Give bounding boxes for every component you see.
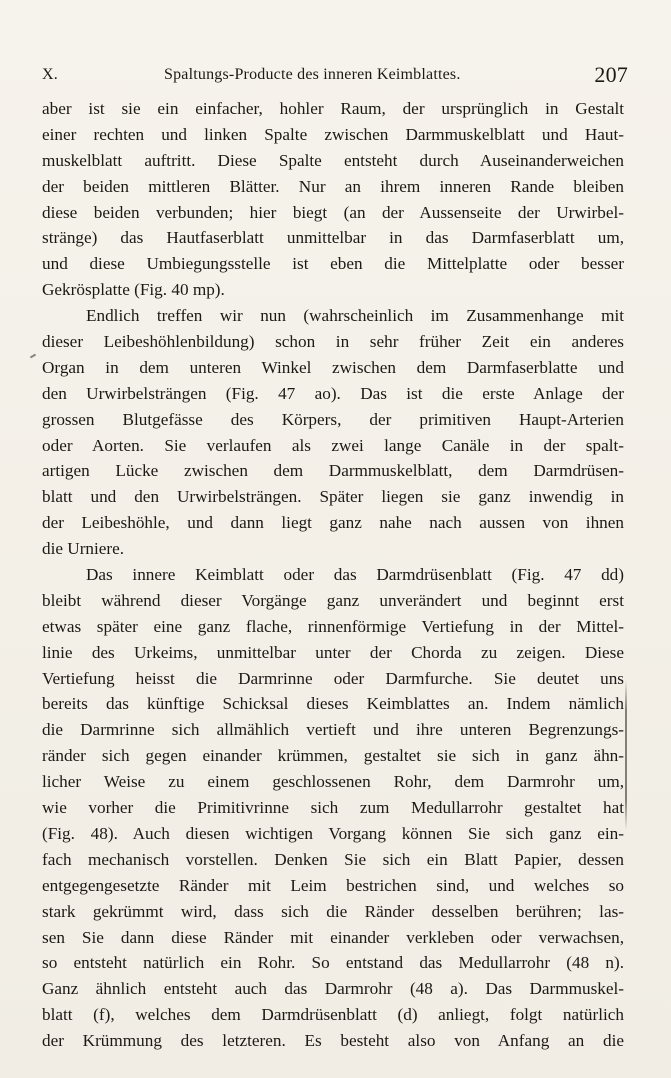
text-line: Vertiefung heisst die Darmrinne oder Darmfurche. Sie deutet uns — [42, 668, 624, 688]
body-text — [42, 96, 624, 1054]
text-line: bereits das künftige Schicksal dieses Keimblattes an. Indem nämlich — [42, 694, 624, 714]
text-line: einer rechten und linken Spalte zwischen Darmmuskelblatt und Haut- — [42, 124, 624, 144]
text-line: muskelblatt auftritt. Diese Spalte entsteht durch Auseinanderweichen — [42, 150, 624, 170]
text-line: Gekrösplatte (Fig. 40 mp). — [42, 280, 225, 300]
text-line: Das innere Keimblatt oder das Darmdrüsenblatt (Fig. 47 dd) — [86, 565, 624, 585]
text-line: entgegengesetzte Ränder mit Leim bestrichen sind, und welches so — [42, 875, 624, 895]
text-line: stark gekrümmt wird, dass sich die Ränder desselben berühren; las- — [42, 901, 624, 921]
text-line: der beiden mittleren Blätter. Nur an ihrem inneren Rande bleiben — [42, 176, 624, 196]
text-line: bleibt während dieser Vorgänge ganz unverändert und beginnt erst — [42, 590, 624, 610]
running-title: Spaltungs-Producte des inneren Keimblattes. — [164, 66, 461, 83]
text-line: sen Sie dann diese Ränder mit einander verkleben oder verwachsen, — [42, 927, 624, 947]
text-line: Ganz ähnlich entsteht auch das Darmrohr (48 a). Das Darmmuskel- — [42, 979, 624, 999]
text-line: grossen Blutgefässe des Körpers, der primitiven Haupt-Arterien — [42, 409, 624, 429]
chapter-number: X. — [42, 66, 58, 83]
text-line: diese beiden verbunden; hier biegt (an der Aussenseite der Urwirbel- — [42, 202, 624, 222]
text-line: (Fig. 48). Auch diesen wichtigen Vorgang können Sie sich ganz ein- — [42, 823, 624, 843]
text-line: stränge) das Hautfaserblatt unmittelbar in das Darmfaserblatt um, — [42, 228, 624, 248]
text-line: licher Weise zu einem geschlossenen Rohr, dem Darmrohr um, — [42, 772, 624, 792]
text-line: artigen Lücke zwischen dem Darmmuskelblatt, dem Darmdrüsen- — [42, 461, 624, 481]
text-line: oder Aorten. Sie verlaufen als zwei lange Canäle in der spalt- — [42, 435, 624, 455]
text-line: die Urniere. — [42, 539, 125, 559]
page-number: 207 — [594, 62, 628, 87]
page-header — [42, 62, 628, 90]
text-line: ränder sich gegen einander krümmen, gestaltet sie sich in ganz ähn- — [42, 746, 624, 766]
text-line: der Krümmung des letzteren. Es besteht also von Anfang an die — [42, 1031, 624, 1051]
text-line: blatt (f), welches dem Darmdrüsenblatt (d) anliegt, folgt natürlich — [42, 1005, 624, 1025]
text-line: Organ in dem unteren Winkel zwischen dem Darmfaserblatte und — [42, 357, 624, 377]
text-line: blatt und den Urwirbelsträngen. Später liegen sie ganz inwendig in — [42, 487, 624, 507]
text-line: der Leibeshöhle, und dann liegt ganz nahe nach aussen von ihnen — [42, 513, 624, 533]
text-line: aber ist sie ein einfacher, hohler Raum, der ursprünglich in Gestalt — [42, 99, 624, 118]
text-line: die Darmrinne sich allmählich vertieft und ihre unteren Begrenzungs- — [42, 720, 624, 740]
text-line: den Urwirbelsträngen (Fig. 47 ao). Das ist die erste Anlage der — [42, 383, 624, 403]
text-line: Endlich treffen wir nun (wahrscheinlich im Zusammenhange mit — [86, 306, 624, 326]
margin-mark — [30, 354, 36, 359]
text-line: dieser Leibeshöhlenbildung) schon in sehr früher Zeit ein anderes — [42, 332, 624, 352]
text-line: wie vorher die Primitivrinne sich zum Medullarrohr gestaltet hat — [42, 798, 624, 818]
text-line: linie des Urkeims, unmittelbar unter der Chorda zu zeigen. Diese — [42, 642, 624, 662]
text-line: und diese Umbiegungsstelle ist eben die Mittelplatte oder besser — [42, 254, 624, 274]
text-line: etwas später eine ganz flache, rinnenförmige Vertiefung in der Mittel- — [42, 616, 624, 636]
margin-line — [625, 680, 627, 830]
text-line: so entsteht natürlich ein Rohr. So entstand das Medullarrohr (48 n). — [42, 953, 624, 973]
text-line: fach mechanisch vorstellen. Denken Sie sich ein Blatt Papier, dessen — [42, 849, 624, 869]
